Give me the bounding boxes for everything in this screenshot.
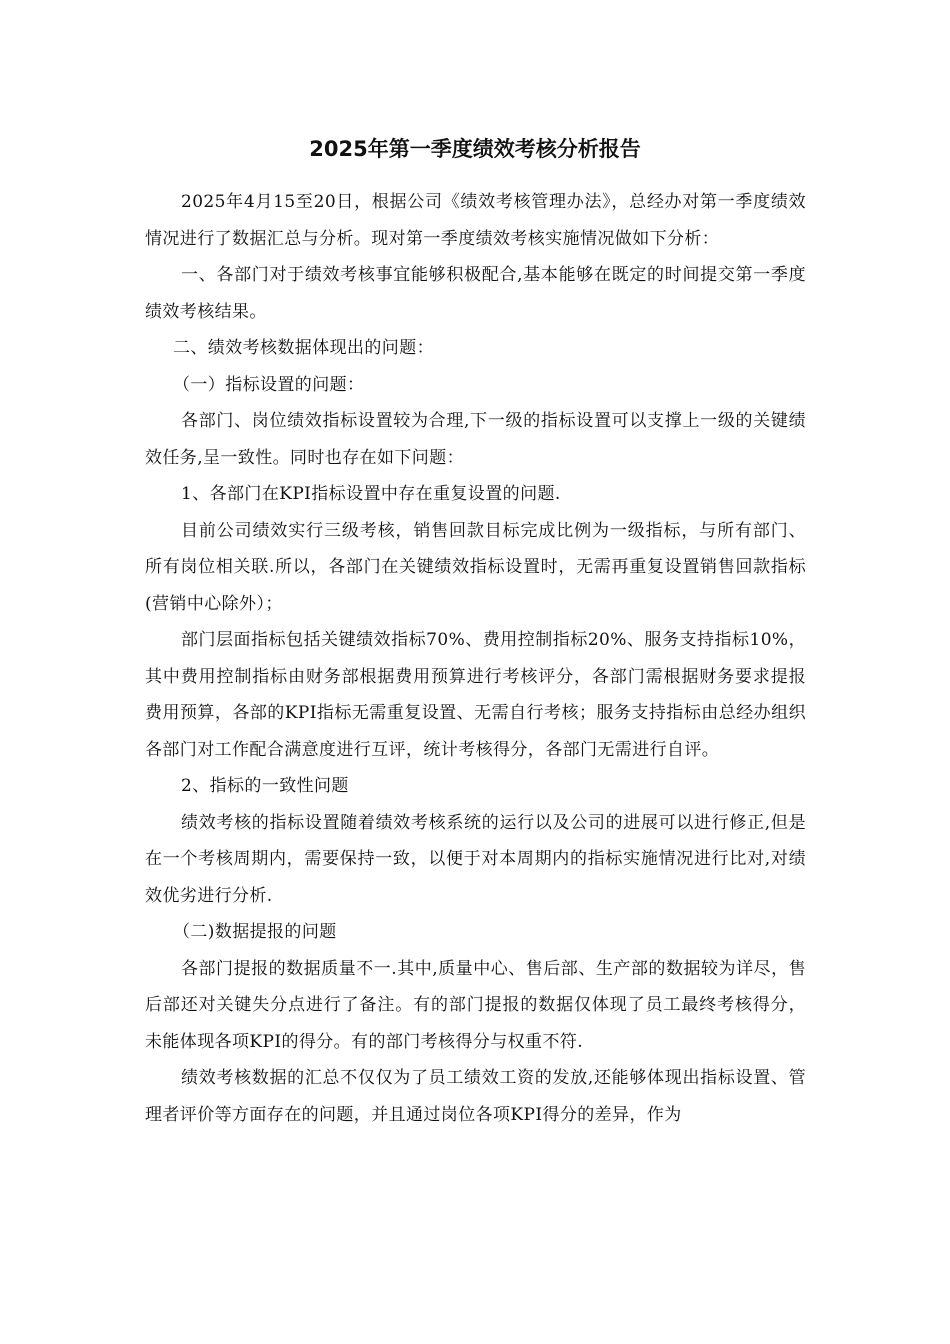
paragraph-intro: 2025年4月15至20日，根据公司《绩效考核管理办法》，总经办对第一季度绩效情况进行了数据汇总与分析。现对第一季度绩效考核实施情况做如下分析：	[145, 192, 806, 249]
heading-item-1: 1、各部门在KPI指标设置中存在重复设置的问题.	[181, 484, 561, 504]
paragraph-three-level-assessment: 目前公司绩效实行三级考核，销售回款目标完成比例为一级指标，与所有部门、所有岗位相关联.所以，各部门在关键绩效指标设置时，无需再重复设置销售回款指标(营销中心除外）；	[145, 520, 806, 614]
paragraph-section-1: 一、各部门对于绩效考核事宜能够积极配合,基本能够在既定的时间提交第一季度绩效考核结果。	[145, 265, 806, 322]
heading-subsection-1: （一）指标设置的问题：	[173, 374, 365, 395]
heading-item-2: 2、指标的一致性问题	[181, 776, 349, 796]
paragraph-department-indicators: 部门层面指标包括关键绩效指标70%、费用控制指标20%、服务支持指标10%，其中费用控制指标由财务部根据费用预算进行考核评分，各部门需根据财务要求提报费用预算，各部的KPI指标无需重复设置、无需自行考核；服务支持指标由总经办组织各部门对工作配合满意度进行互评，统计考核得分，各部门无需进行自评。	[145, 630, 806, 760]
paragraph-data-quality: 各部门提报的数据质量不一.其中,质量中心、售后部、生产部的数据较为详尽，售后部还对关键失分点进行了备注。有的部门提报的数据仅体现了员工最终考核得分，未能体现各项KPI的得分。有的部门考核得分与权重不符.	[145, 958, 806, 1052]
paragraph-indicator-setting: 各部门、岗位绩效指标设置较为合理,下一级的指标设置可以支撑上一级的关键绩效任务,呈一致性。同时也存在如下问题：	[145, 411, 806, 468]
document-title: 2025年第一季度绩效考核分析报告	[309, 137, 641, 161]
heading-section-2: 二、绩效考核数据体现出的问题：	[173, 338, 434, 358]
paragraph-consistency: 绩效考核的指标设置随着绩效考核系统的运行以及公司的进展可以进行修正,但是在一个考核周期内，需要保持一致，以便于对本周期内的指标实施情况进行比对,对绩效优劣进行分析.	[145, 812, 806, 906]
document-body	[145, 184, 806, 1133]
heading-subsection-2: （二)数据提报的问题	[173, 922, 337, 942]
paragraph-data-summary: 绩效考核数据的汇总不仅仅为了员工绩效工资的发放,还能够体现出指标设置、管理者评价等方面存在的问题，并且通过岗位各项KPI得分的差异，作为	[145, 1068, 806, 1125]
